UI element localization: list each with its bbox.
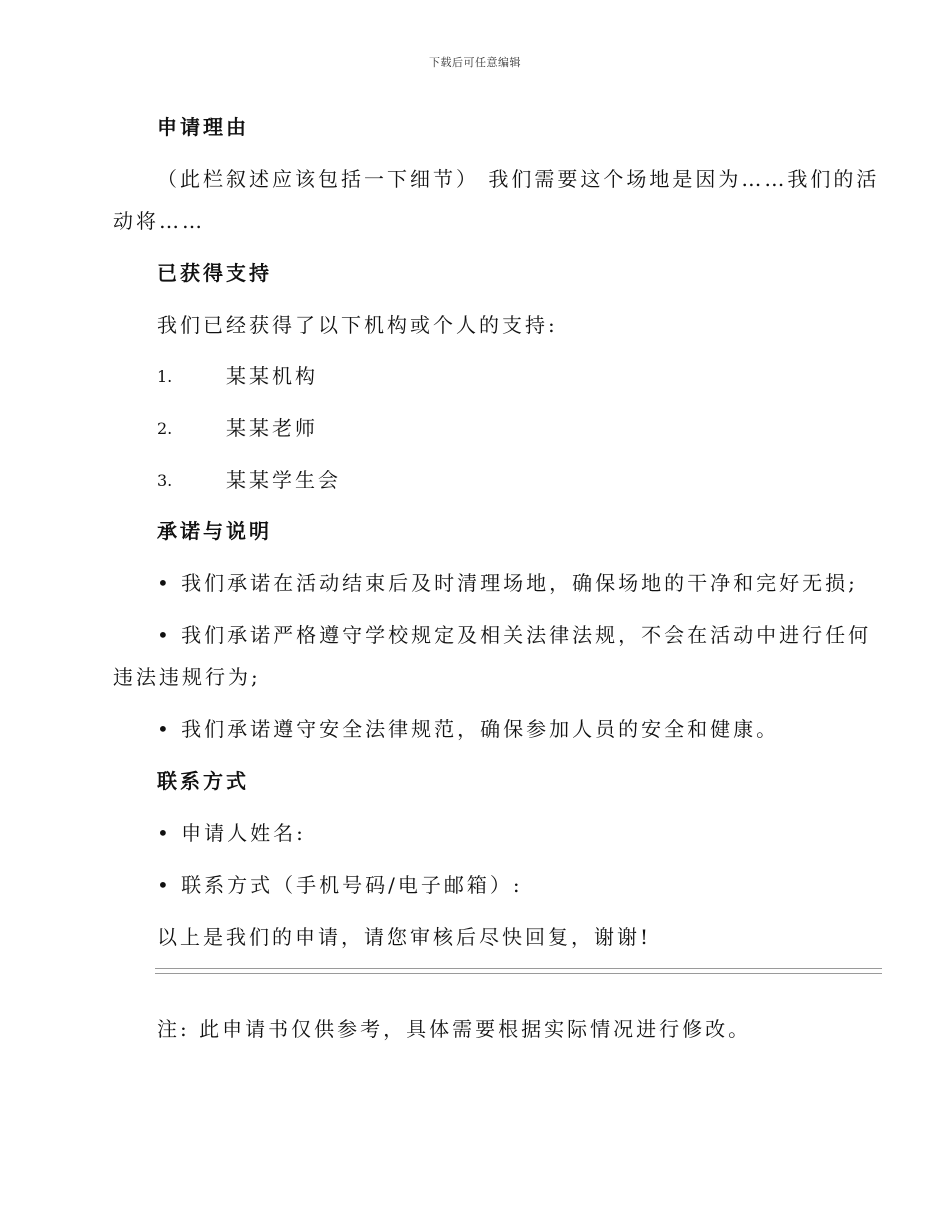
support-intro: 我们已经获得了以下机构或个人的支持:: [157, 313, 558, 337]
support-item-text: 某某老师: [226, 416, 318, 440]
support-item-number: 3.: [157, 471, 173, 490]
support-item-text: 某某机构: [226, 364, 318, 388]
reason-text-line1: （此栏叙述应该包括一下细节） 我们需要这个场地是因为……我们的活: [157, 167, 880, 191]
commitment-item-2-line1: • 我们承诺严格遵守学校规定及相关法律法规，不会在活动中进行任何: [157, 623, 872, 647]
closing-text: 以上是我们的申请，请您审核后尽快回复，谢谢!: [157, 925, 652, 949]
contact-info-label: • 联系方式（手机号码/电子邮箱）:: [157, 873, 523, 897]
commitment-item-3: • 我们承诺遵守安全法律规范，确保参加人员的安全和健康。: [157, 717, 780, 741]
commitment-item-2-line2: 违法违规行为;: [113, 665, 261, 689]
contact-heading: 联系方式: [157, 769, 249, 793]
support-item-number: 1.: [157, 367, 173, 386]
section-divider: [155, 968, 882, 974]
commitment-heading: 承诺与说明: [157, 519, 272, 543]
support-item-text: 某某学生会: [226, 468, 341, 492]
support-heading: 已获得支持: [157, 261, 272, 285]
support-item-number: 2.: [157, 419, 173, 438]
footnote: 注: 此申请书仅供参考，具体需要根据实际情况进行修改。: [157, 1017, 752, 1041]
commitment-item-1: • 我们承诺在活动结束后及时清理场地，确保场地的干净和完好无损;: [157, 571, 858, 595]
reason-text-line2: 动将……: [113, 209, 205, 233]
page-header: 下载后可任意编辑: [429, 56, 521, 69]
applicant-name-label: • 申请人姓名:: [157, 821, 306, 845]
reason-heading: 申请理由: [157, 115, 249, 139]
